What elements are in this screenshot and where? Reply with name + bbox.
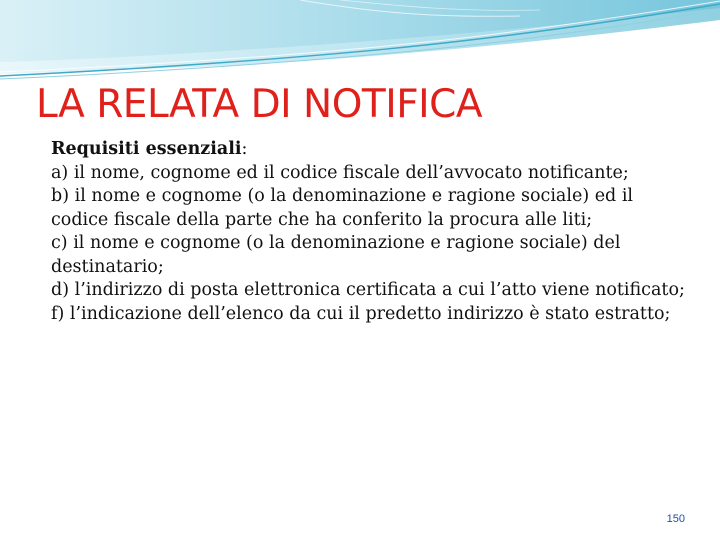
requirements-heading-text: Requisiti essenziali — [51, 139, 242, 159]
requirement-item-d: d) l’indirizzo di posta elettronica certificata a cui l’atto viene notificato; — [51, 280, 685, 300]
requirement-item-f: f) l’indicazione dell’elenco da cui il predetto indirizzo è stato estratto; — [51, 303, 671, 324]
requirement-item-b: b) il nome e cognome (o la denominazione e ragione sociale) ed il codice fiscale della parte che ha conferito la procura alle liti; — [51, 186, 634, 230]
decorative-wave-banner — [0, 0, 720, 90]
slide-title: LA RELATA DI NOTIFICA — [36, 82, 483, 127]
requirement-item-c: c) il nome e cognome (o la denominazione e ragione sociale) del destinatario; — [51, 233, 621, 277]
requirement-item-a: a) il nome, cognome ed il codice fiscale dell’avvocato notificante; — [51, 162, 629, 183]
requirements-heading-colon: : — [241, 139, 248, 159]
slide-body — [51, 138, 691, 326]
page-number: 150 — [666, 513, 685, 525]
requirements-heading — [51, 138, 691, 162]
